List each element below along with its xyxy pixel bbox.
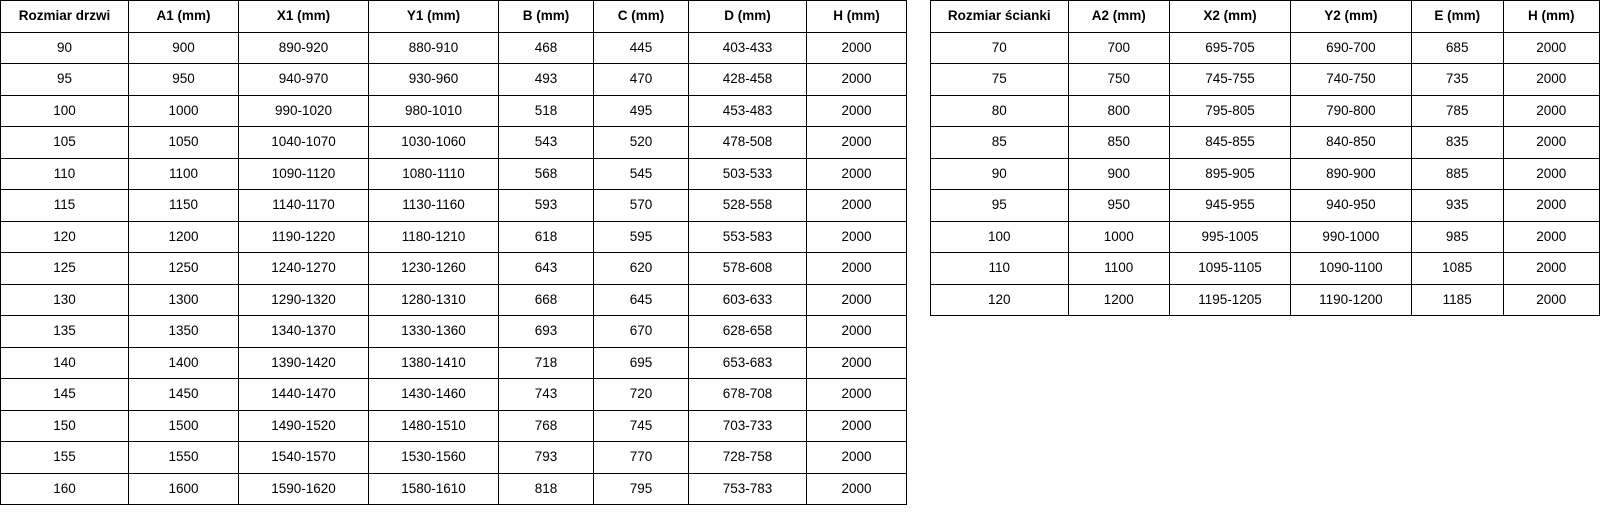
- column-header-b: B (mm): [499, 1, 594, 33]
- cell: 1040-1070: [239, 127, 369, 159]
- cell: 1095-1105: [1170, 253, 1291, 285]
- column-header-d: D (mm): [689, 1, 807, 33]
- cell: 1080-1110: [369, 158, 499, 190]
- cell: 818: [499, 473, 594, 505]
- cell: 1230-1260: [369, 253, 499, 285]
- cell: 145: [1, 379, 129, 411]
- cell: 693: [499, 316, 594, 348]
- cell: 1200: [1068, 284, 1170, 316]
- cell: 745-755: [1170, 64, 1291, 96]
- cell: 703-733: [689, 410, 807, 442]
- cell: 1090-1120: [239, 158, 369, 190]
- table-row: [1, 64, 907, 96]
- table-row: [1, 379, 907, 411]
- cell: 80: [931, 95, 1069, 127]
- cell: 528-558: [689, 190, 807, 222]
- column-header-y1: Y1 (mm): [369, 1, 499, 33]
- cell: 90: [1, 32, 129, 64]
- cell: 545: [594, 158, 689, 190]
- cell: 618: [499, 221, 594, 253]
- cell: 900: [129, 32, 239, 64]
- column-header-x1: X1 (mm): [239, 1, 369, 33]
- cell: 568: [499, 158, 594, 190]
- cell: 595: [594, 221, 689, 253]
- table-row: [1, 158, 907, 190]
- cell: 95: [931, 190, 1069, 222]
- cell: 518: [499, 95, 594, 127]
- cell: 620: [594, 253, 689, 285]
- column-header-h: H (mm): [1503, 1, 1599, 33]
- cell: 1150: [129, 190, 239, 222]
- cell: 835: [1411, 127, 1503, 159]
- cell: 110: [931, 253, 1069, 285]
- table-row: [931, 253, 1600, 285]
- cell: 895-905: [1170, 158, 1291, 190]
- cell: 995-1005: [1170, 221, 1291, 253]
- cell: 2000: [1503, 158, 1599, 190]
- cell: 95: [1, 64, 129, 96]
- table-row: [1, 221, 907, 253]
- cell: 1000: [129, 95, 239, 127]
- table-row: [931, 221, 1600, 253]
- cell: 1195-1205: [1170, 284, 1291, 316]
- table-row: [1, 253, 907, 285]
- cell: 2000: [807, 64, 907, 96]
- cell: 135: [1, 316, 129, 348]
- cell: 768: [499, 410, 594, 442]
- cell: 700: [1068, 32, 1170, 64]
- cell: 1185: [1411, 284, 1503, 316]
- cell: 1600: [129, 473, 239, 505]
- cell: 603-633: [689, 284, 807, 316]
- cell: 990-1000: [1290, 221, 1411, 253]
- cell: 743: [499, 379, 594, 411]
- cell: 840-850: [1290, 127, 1411, 159]
- cell: 935: [1411, 190, 1503, 222]
- cell: 695: [594, 347, 689, 379]
- cell: 1380-1410: [369, 347, 499, 379]
- table-row: [931, 190, 1600, 222]
- cell: 2000: [1503, 221, 1599, 253]
- cell: 125: [1, 253, 129, 285]
- cell: 1200: [129, 221, 239, 253]
- cell: 940-950: [1290, 190, 1411, 222]
- table-row: [1, 32, 907, 64]
- doors-table-body: [1, 32, 907, 505]
- cell: 1290-1320: [239, 284, 369, 316]
- cell: 2000: [1503, 32, 1599, 64]
- cell: 1280-1310: [369, 284, 499, 316]
- cell: 690-700: [1290, 32, 1411, 64]
- cell: 985: [1411, 221, 1503, 253]
- cell: 2000: [807, 316, 907, 348]
- cell: 1100: [129, 158, 239, 190]
- table-row: [1, 347, 907, 379]
- cell: 2000: [1503, 190, 1599, 222]
- cell: 990-1020: [239, 95, 369, 127]
- cell: 845-855: [1170, 127, 1291, 159]
- cell: 695-705: [1170, 32, 1291, 64]
- cell: 2000: [807, 253, 907, 285]
- cell: 930-960: [369, 64, 499, 96]
- cell: 428-458: [689, 64, 807, 96]
- column-header-rozmiar-scianki: Rozmiar ścianki: [931, 1, 1069, 33]
- cell: 2000: [1503, 64, 1599, 96]
- cell: 785: [1411, 95, 1503, 127]
- table-row: [1, 127, 907, 159]
- cell: 1340-1370: [239, 316, 369, 348]
- column-header-a1: A1 (mm): [129, 1, 239, 33]
- cell: 2000: [807, 158, 907, 190]
- walls-table-body: [931, 32, 1600, 316]
- cell: 2000: [807, 190, 907, 222]
- cell: 1390-1420: [239, 347, 369, 379]
- cell: 1085: [1411, 253, 1503, 285]
- cell: 2000: [807, 32, 907, 64]
- cell: 790-800: [1290, 95, 1411, 127]
- cell: 570: [594, 190, 689, 222]
- cell: 793: [499, 442, 594, 474]
- cell: 110: [1, 158, 129, 190]
- column-header-c: C (mm): [594, 1, 689, 33]
- cell: 653-683: [689, 347, 807, 379]
- cell: 1330-1360: [369, 316, 499, 348]
- cell: 770: [594, 442, 689, 474]
- cell: 150: [1, 410, 129, 442]
- cell: 728-758: [689, 442, 807, 474]
- cell: 155: [1, 442, 129, 474]
- cell: 720: [594, 379, 689, 411]
- cell: 670: [594, 316, 689, 348]
- cell: 1140-1170: [239, 190, 369, 222]
- table-row: [1, 410, 907, 442]
- table-row: [1, 442, 907, 474]
- cell: 643: [499, 253, 594, 285]
- column-header-rozmiar-drzwi: Rozmiar drzwi: [1, 1, 129, 33]
- cell: 520: [594, 127, 689, 159]
- cell: 478-508: [689, 127, 807, 159]
- cell: 753-783: [689, 473, 807, 505]
- cell: 1480-1510: [369, 410, 499, 442]
- cell: 718: [499, 347, 594, 379]
- cell: 1400: [129, 347, 239, 379]
- cell: 90: [931, 158, 1069, 190]
- column-header-y2: Y2 (mm): [1290, 1, 1411, 33]
- cell: 1300: [129, 284, 239, 316]
- cell: 453-483: [689, 95, 807, 127]
- table-row: [931, 64, 1600, 96]
- cell: 1240-1270: [239, 253, 369, 285]
- cell: 493: [499, 64, 594, 96]
- cell: 668: [499, 284, 594, 316]
- table-row: [1, 190, 907, 222]
- cell: 1350: [129, 316, 239, 348]
- table-row: [1, 316, 907, 348]
- cell: 105: [1, 127, 129, 159]
- cell: 1590-1620: [239, 473, 369, 505]
- cell: 885: [1411, 158, 1503, 190]
- cell: 100: [931, 221, 1069, 253]
- cell: 740-750: [1290, 64, 1411, 96]
- cell: 890-920: [239, 32, 369, 64]
- cell: 468: [499, 32, 594, 64]
- table-row: [931, 127, 1600, 159]
- cell: 470: [594, 64, 689, 96]
- cell: 403-433: [689, 32, 807, 64]
- cell: 750: [1068, 64, 1170, 96]
- cell: 160: [1, 473, 129, 505]
- table-row: [1, 95, 907, 127]
- walls-dimensions-table: [930, 0, 1600, 316]
- cell: 543: [499, 127, 594, 159]
- cell: 2000: [807, 442, 907, 474]
- cell: 115: [1, 190, 129, 222]
- cell: 1580-1610: [369, 473, 499, 505]
- cell: 890-900: [1290, 158, 1411, 190]
- cell: 1550: [129, 442, 239, 474]
- column-header-h: H (mm): [807, 1, 907, 33]
- cell: 1100: [1068, 253, 1170, 285]
- cell: 685: [1411, 32, 1503, 64]
- cell: 940-970: [239, 64, 369, 96]
- cell: 1490-1520: [239, 410, 369, 442]
- cell: 1050: [129, 127, 239, 159]
- cell: 1130-1160: [369, 190, 499, 222]
- cell: 1540-1570: [239, 442, 369, 474]
- cell: 495: [594, 95, 689, 127]
- cell: 2000: [807, 410, 907, 442]
- table-row: [1, 284, 907, 316]
- cell: 850: [1068, 127, 1170, 159]
- cell: 950: [1068, 190, 1170, 222]
- cell: 85: [931, 127, 1069, 159]
- cell: 1030-1060: [369, 127, 499, 159]
- cell: 900: [1068, 158, 1170, 190]
- cell: 1530-1560: [369, 442, 499, 474]
- cell: 945-955: [1170, 190, 1291, 222]
- cell: 628-658: [689, 316, 807, 348]
- table-row: [931, 284, 1600, 316]
- cell: 1000: [1068, 221, 1170, 253]
- cell: 1180-1210: [369, 221, 499, 253]
- cell: 553-583: [689, 221, 807, 253]
- cell: 1440-1470: [239, 379, 369, 411]
- cell: 950: [129, 64, 239, 96]
- cell: 1430-1460: [369, 379, 499, 411]
- table-row: [1, 473, 907, 505]
- cell: 70: [931, 32, 1069, 64]
- cell: 645: [594, 284, 689, 316]
- cell: 795-805: [1170, 95, 1291, 127]
- cell: 678-708: [689, 379, 807, 411]
- cell: 880-910: [369, 32, 499, 64]
- cell: 120: [1, 221, 129, 253]
- cell: 503-533: [689, 158, 807, 190]
- cell: 980-1010: [369, 95, 499, 127]
- cell: 745: [594, 410, 689, 442]
- cell: 1190-1200: [1290, 284, 1411, 316]
- cell: 2000: [1503, 253, 1599, 285]
- cell: 1250: [129, 253, 239, 285]
- cell: 140: [1, 347, 129, 379]
- cell: 1450: [129, 379, 239, 411]
- cell: 100: [1, 95, 129, 127]
- cell: 2000: [807, 127, 907, 159]
- cell: 578-608: [689, 253, 807, 285]
- cell: 800: [1068, 95, 1170, 127]
- cell: 2000: [1503, 127, 1599, 159]
- cell: 2000: [807, 379, 907, 411]
- column-header-x2: X2 (mm): [1170, 1, 1291, 33]
- cell: 75: [931, 64, 1069, 96]
- cell: 2000: [807, 284, 907, 316]
- cell: 2000: [1503, 284, 1599, 316]
- table-row: [931, 95, 1600, 127]
- cell: 1190-1220: [239, 221, 369, 253]
- cell: 2000: [807, 221, 907, 253]
- cell: 120: [931, 284, 1069, 316]
- cell: 795: [594, 473, 689, 505]
- walls-dimensions-table-container: [930, 0, 1600, 316]
- table-header-row: [931, 1, 1600, 33]
- cell: 1090-1100: [1290, 253, 1411, 285]
- column-header-a2: A2 (mm): [1068, 1, 1170, 33]
- table-row: [931, 32, 1600, 64]
- table-header-row: [1, 1, 907, 33]
- cell: 2000: [807, 347, 907, 379]
- cell: 445: [594, 32, 689, 64]
- cell: 130: [1, 284, 129, 316]
- cell: 2000: [807, 473, 907, 505]
- cell: 735: [1411, 64, 1503, 96]
- column-header-e: E (mm): [1411, 1, 1503, 33]
- table-row: [931, 158, 1600, 190]
- cell: 2000: [1503, 95, 1599, 127]
- cell: 593: [499, 190, 594, 222]
- cell: 1500: [129, 410, 239, 442]
- cell: 2000: [807, 95, 907, 127]
